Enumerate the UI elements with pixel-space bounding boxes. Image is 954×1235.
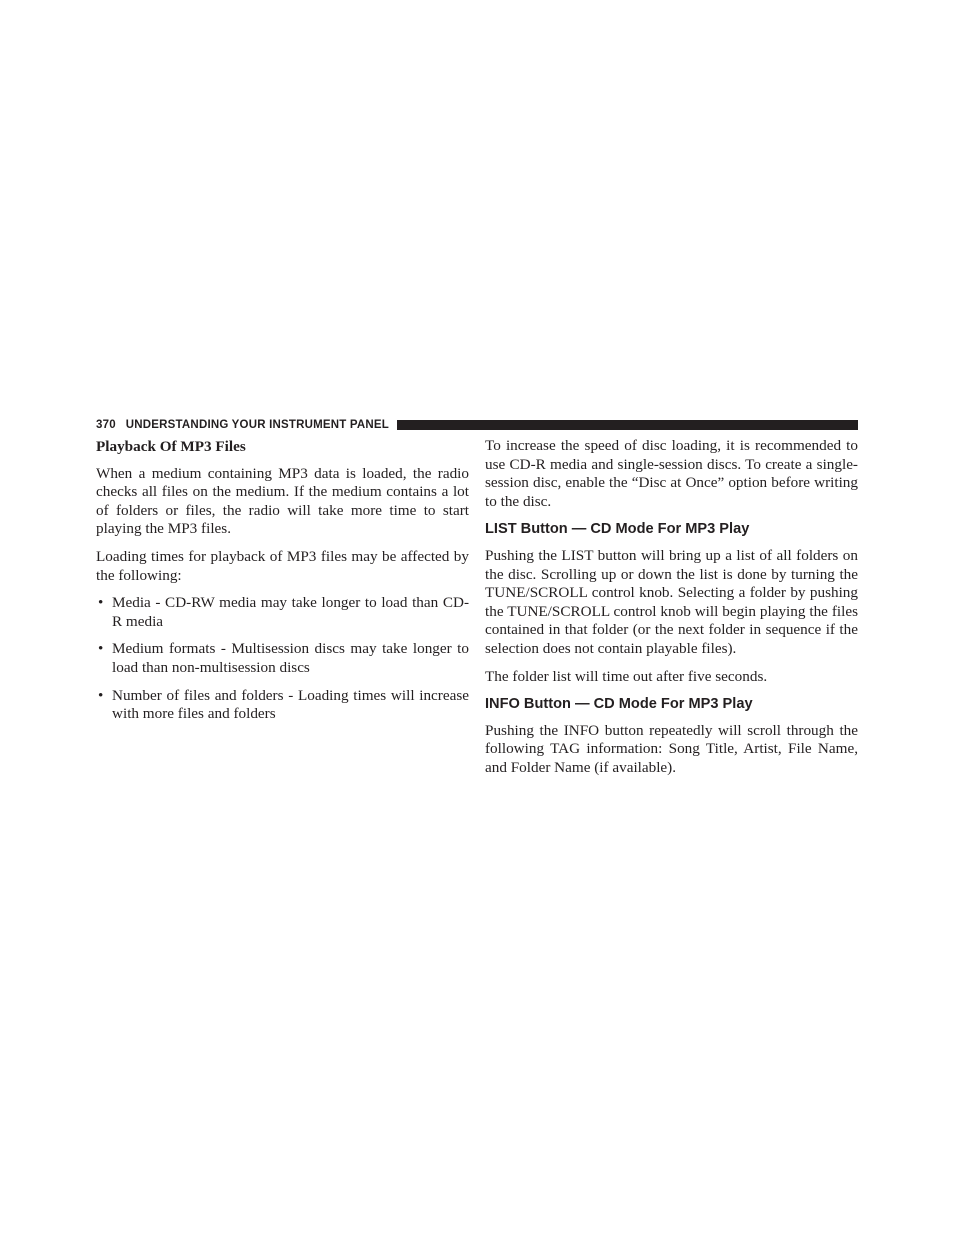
right-column xyxy=(485,437,858,787)
left-column xyxy=(96,437,469,733)
list-item xyxy=(96,640,469,677)
paragraph-medium-loaded: When a medium containing MP3 data is loaded, the radio checks all files on the medium. If the medium contains a lot of folders or files, the radio will take more time to start playing the MP3 files. xyxy=(96,464,469,538)
paragraph-folder-timeout: The folder list will time out after five seconds. xyxy=(485,667,768,685)
list-item-text: Medium formats - Multisession discs may take longer to load than non-multisession discs xyxy=(112,640,469,676)
loading-factors-list xyxy=(96,594,469,724)
list-item xyxy=(96,687,469,724)
heading-playback-mp3: Playback Of MP3 Files xyxy=(96,438,246,455)
list-item-text: Number of files and folders - Loading times will increase with more files and folders xyxy=(112,686,469,723)
bullet-icon: • xyxy=(98,594,104,612)
paragraph-loading-times: Loading times for playback of MP3 files may be affected by the following: xyxy=(96,547,469,584)
page-header xyxy=(96,417,858,433)
paragraph-disc-loading-speed: To increase the speed of disc loading, it is recommended to use CD-R media and single-session discs. To create a single-session disc, enable the “Disc at Once” option before writing to the disc. xyxy=(485,437,858,510)
heading-info-button: INFO Button — CD Mode For MP3 Play xyxy=(485,696,753,713)
header-rule-bar xyxy=(397,420,858,430)
list-item xyxy=(96,594,469,631)
list-item-text: Media - CD-RW media may take longer to load than CD-R media xyxy=(112,594,469,630)
bullet-icon: • xyxy=(98,686,104,704)
paragraph-info-button: Pushing the INFO button repeatedly will scroll through the following TAG information: Song Title, Artist, File Name, and Folder Name (if available). xyxy=(485,721,858,776)
page-number: 370 xyxy=(96,419,116,431)
paragraph-list-button: Pushing the LIST button will bring up a list of all folders on the disc. Scrolling up or down the list is done by turning the TUNE/SCROLL control knob. Selecting a folder by pushing the TUNE/SCROLL control knob will begin playing the files contained in that folder (or the next folder in sequence if the selection does not contain playable files). xyxy=(485,546,858,657)
section-title: UNDERSTANDING YOUR INSTRUMENT PANEL xyxy=(125,419,389,431)
heading-list-button: LIST Button — CD Mode For MP3 Play xyxy=(485,521,750,538)
bullet-icon: • xyxy=(98,640,104,658)
